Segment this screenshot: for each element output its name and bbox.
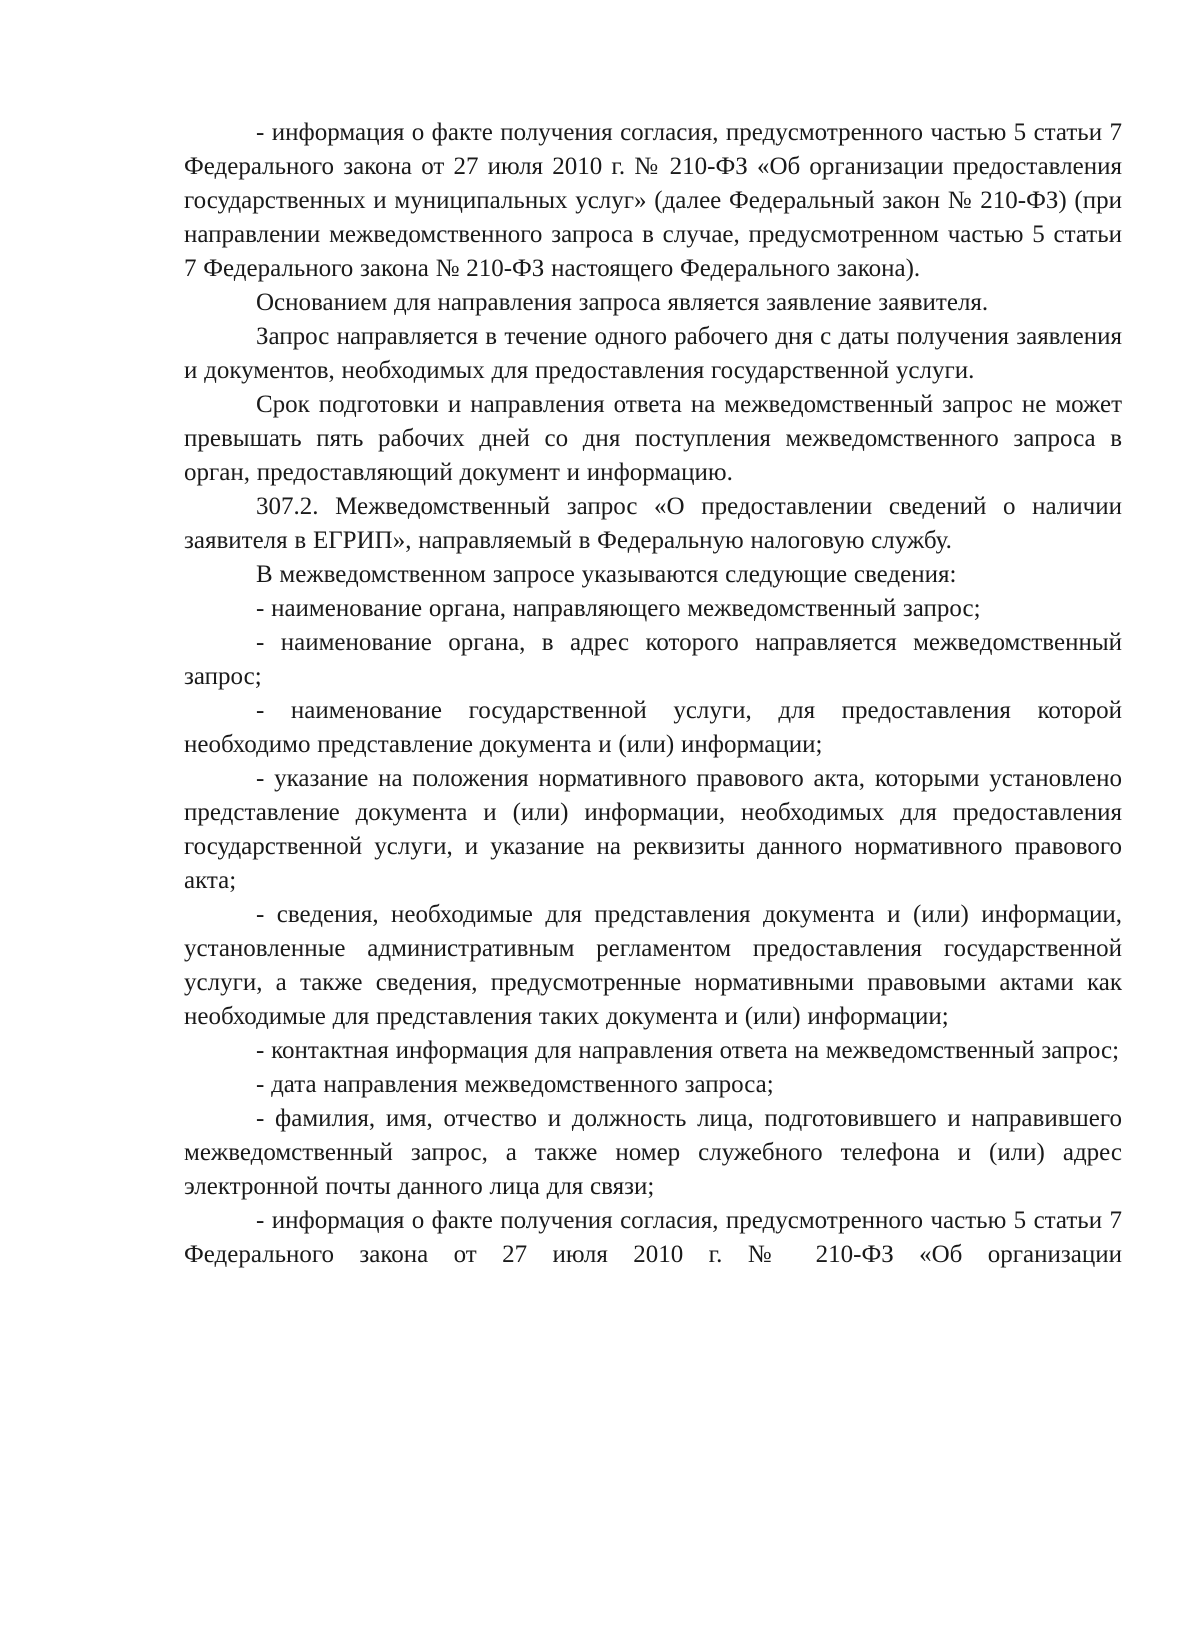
document-body <box>184 116 1122 1272</box>
list-item: - сведения, необходимые для представления документа и (или) информации, установленные административным регламентом предоставления государственной услуги, а также сведения, предусмотренные нормативными правовыми актами как необходимые для представления таких документа и (или) информации; <box>184 901 1122 1030</box>
paragraph-section-307-2: 307.2. Межведомственный запрос «О предоставлении сведений о наличии заявителя в ЕГРИП», направляемый в Федеральную налоговую службу. <box>184 493 1122 554</box>
list-item: - наименование государственной услуги, для предоставления которой необходимо представление документа и (или) информации; <box>184 697 1122 758</box>
paragraph-request-contents-intro: В межведомственном запросе указываются следующие сведения: <box>256 561 957 588</box>
list-item: - контактная информация для направления ответа на межведомственный запрос; <box>256 1037 1120 1064</box>
list-item: - фамилия, имя, отчество и должность лица, подготовившего и направившего межведомственный запрос, а также номер служебного телефона и (или) адрес электронной почты данного лица для связи; <box>184 1105 1122 1200</box>
list-item: - информация о факте получения согласия, предусмотренного частью 5 статьи 7 Федерального закона от 27 июля 2010 г. № 210-ФЗ «Об организации <box>184 1207 1122 1268</box>
paragraph-response-term: Срок подготовки и направления ответа на межведомственный запрос не может превышать пять рабочих дней со дня поступления межведомственного запроса в орган, предоставляющий документ и информацию. <box>184 391 1122 486</box>
paragraph-request-deadline: Запрос направляется в течение одного рабочего дня с даты получения заявления и документов, необходимых для предоставления государственной услуги. <box>184 323 1122 384</box>
list-item: - наименование органа, направляющего межведомственный запрос; <box>256 595 981 622</box>
list-item: - указание на положения нормативного правового акта, которыми установлено представление документа и (или) информации, необходимых для предоставления государственной услуги, и указание на реквизиты данного нормативного правового акта; <box>184 765 1122 894</box>
list-item: - наименование органа, в адрес которого направляется межведомственный запрос; <box>184 629 1122 690</box>
list-item: - дата направления межведомственного запроса; <box>256 1071 774 1098</box>
paragraph-consent-info: - информация о факте получения согласия, предусмотренного частью 5 статьи 7 Федерального закона от 27 июля 2010 г. № 210-ФЗ «Об организации предоставления государственных и муниципальных услуг» (далее Федеральный закон № 210-ФЗ) (при направлении межведомственного запроса в случае, предусмотренном частью 5 статьи 7 Федерального закона № 210-ФЗ настоящего Федерального закона). <box>184 119 1122 282</box>
paragraph-request-basis: Основанием для направления запроса является заявление заявителя. <box>256 289 989 316</box>
